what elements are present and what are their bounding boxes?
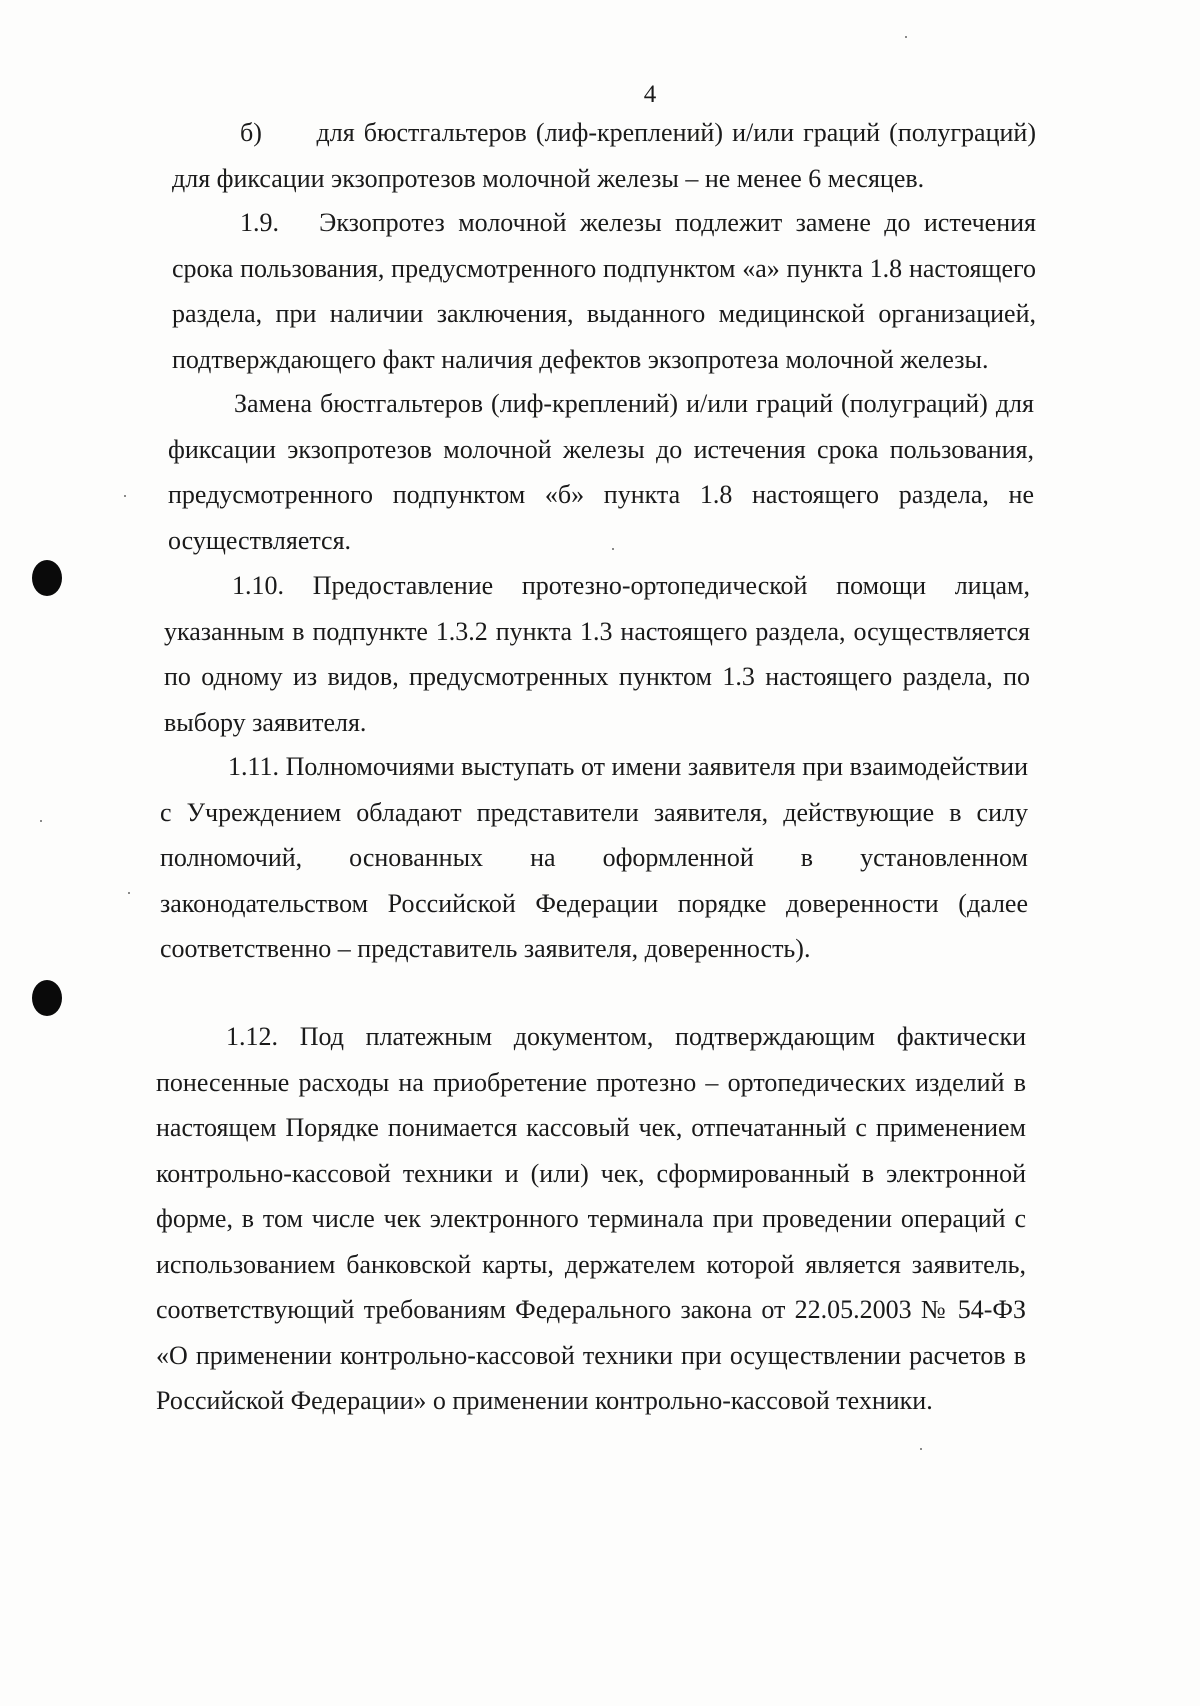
scan-speck (612, 548, 614, 550)
scan-speck (920, 1448, 922, 1450)
paragraph-replacement: Замена бюстгальтеров (лиф-креплений) и/или граций (полуграций) для фиксации экзопротезов молочной железы до истечения срока пользования, предусмотренного подпунктом «б» пункта 1.8 настоящего раздела, не осуществляется. (168, 389, 1034, 555)
page-number: 4 (643, 81, 657, 108)
paragraph-1-10: 1.10. Предоставление протезно-ортопедической помощи лицам, указанным в подпункте 1.3.2 пункта 1.3 настоящего раздела, осуществляется по одному из видов, предусмотренных пунктом 1.3 настоящего раздела, по выбору заявителя. (164, 571, 1030, 737)
scan-speck (124, 495, 126, 497)
punch-hole-bottom (32, 980, 62, 1016)
paragraph-1-8-b: б) для бюстгальтеров (лиф-креплений) и/или граций (полуграций) для фиксации экзопротезов молочной железы – не менее 6 месяцев. (172, 118, 1036, 193)
punch-hole-top (32, 560, 62, 596)
scan-speck (905, 36, 907, 38)
paragraph-1-12: 1.12. Под платежным документом, подтверждающим фактически понесенные расходы на приобретение протезно – ортопедических изделий в настоящем Порядке понимается кассовый чек, отпечатанный с применением контрольно-кассовой техники и (или) чек, сформированный в электронной форме, в том числе чек электронного терминала при проведении операций с использованием банковской карты, держателем которой является заявитель, соответствующий требованиям Федерального закона от 22.05.2003 № 54-ФЗ «О применении контрольно-кассовой техники при осуществлении расчетов в Российской Федерации» о применении контрольно-кассовой техники. (156, 1022, 1026, 1415)
scan-speck (128, 892, 130, 894)
paragraph-1-11: 1.11. Полномочиями выступать от имени заявителя при взаимодействии с Учреждением обладают представители заявителя, действующие в силу полномочий, основанных на оформленной в установленном законодательством Российской Федерации порядке доверенности (далее соответственно – представитель заявителя, доверенность). (160, 752, 1028, 963)
paragraph-1-9: 1.9. Экзопротез молочной железы подлежит замене до истечения срока пользования, предусмотренного подпунктом «а» пункта 1.8 настоящего раздела, при наличии заключения, выданного медицинской организацией, подтверждающего факт наличия дефектов экзопротеза молочной железы. (172, 208, 1036, 374)
scan-speck (40, 820, 42, 822)
